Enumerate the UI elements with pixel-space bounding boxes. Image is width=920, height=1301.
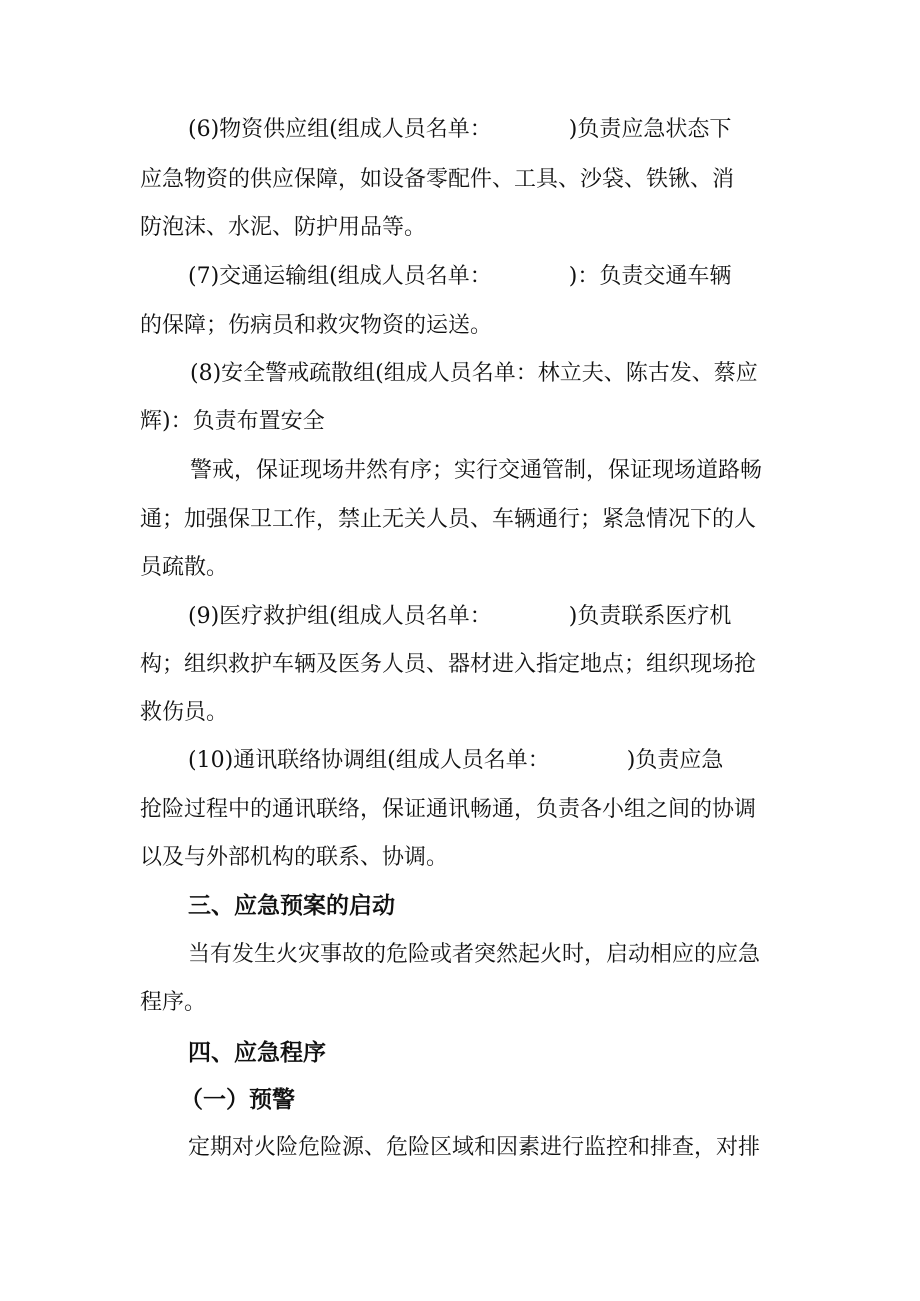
section-4-heading: 四、应急程序 xyxy=(188,1040,326,1066)
paragraph-7-line-1: (7)交通运输组(组成人员名单： )：负责交通车辆 xyxy=(188,264,732,289)
paragraph-8-line-5: 员疏散。 xyxy=(140,555,229,580)
section-4-subheading: （一）预警 xyxy=(180,1087,295,1113)
paragraph-9-line-3: 救伤员。 xyxy=(140,700,229,725)
paragraph-6-line-1: (6)物资供应组(组成人员名单： )负责应急状态下 xyxy=(188,117,732,142)
paragraph-8-line-3: 警戒，保证现场井然有序；实行交通管制，保证现场道路畅 xyxy=(190,458,763,483)
paragraph-8-line-2: 辉)：负责布置安全 xyxy=(140,409,325,434)
paragraph-10-line-3: 以及与外部机构的联系、协调。 xyxy=(140,845,449,870)
paragraph-9-line-1: (9)医疗救护组(组成人员名单： )负责联系医疗机 xyxy=(188,604,732,629)
paragraph-7-line-2: 的保障；伤病员和救灾物资的运送。 xyxy=(140,313,493,338)
paragraph-9-line-2: 构；组织救护车辆及医务人员、器材进入指定地点；组织现场抢 xyxy=(140,652,757,677)
paragraph-6-line-3: 防泡沫、水泥、防护用品等。 xyxy=(140,215,427,240)
paragraph-8-line-1: (8)安全警戒疏散组(组成人员名单：林立夫、陈古发、蔡应 xyxy=(190,361,758,386)
paragraph-8-line-4: 通；加强保卫工作，禁止无关人员、车辆通行；紧急情况下的人 xyxy=(140,507,757,532)
section-3-heading: 三、应急预案的启动 xyxy=(188,893,395,919)
section-3-line-2: 程序。 xyxy=(140,990,207,1015)
paragraph-6-line-2: 应急物资的供应保障，如设备零配件、工具、沙袋、铁锹、消 xyxy=(140,167,735,192)
section-3-line-1: 当有发生火灾事故的危险或者突然起火时，启动相应的应急 xyxy=(188,942,761,967)
section-4-line-1: 定期对火险危险源、危险区域和因素进行监控和排查，对排 xyxy=(188,1135,761,1160)
paragraph-10-line-1: (10)通讯联络协调组(组成人员名单： )负责应急 xyxy=(188,748,724,773)
paragraph-10-line-2: 抢险过程中的通讯联络，保证通讯畅通，负责各小组之间的协调 xyxy=(140,797,757,822)
